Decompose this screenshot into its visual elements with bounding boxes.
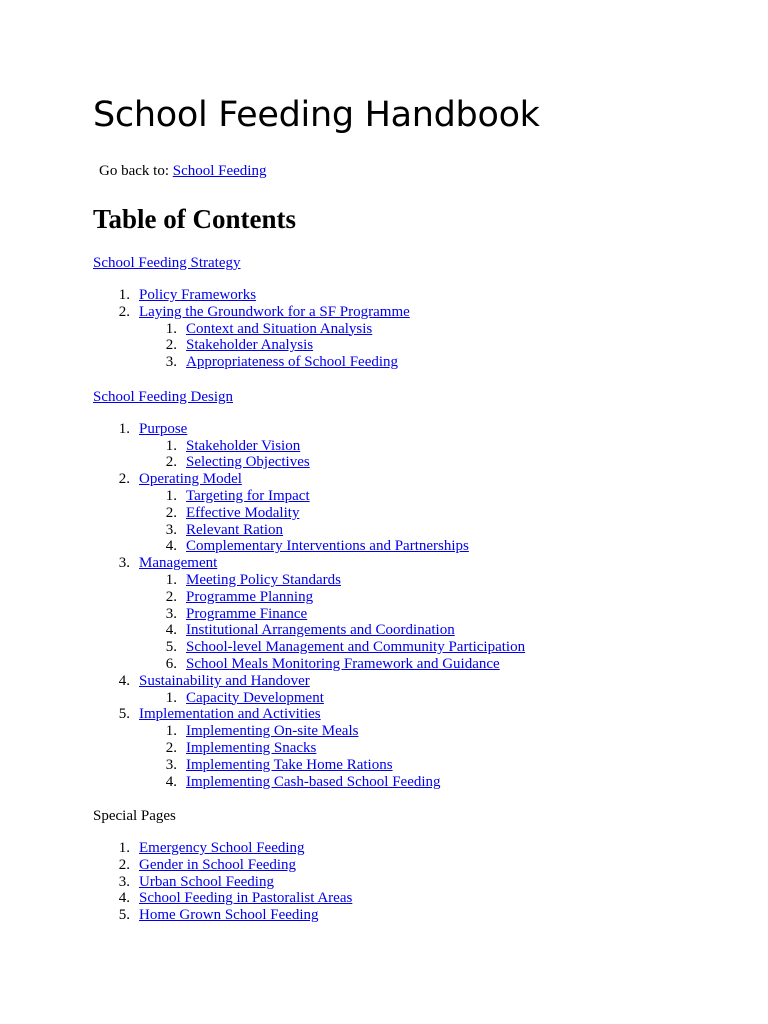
toc-subitem: [165, 337, 314, 354]
toc-item: [118, 706, 321, 723]
toc-subitem-number: 4.: [165, 622, 177, 639]
toc-subitem-link[interactable]: Programme Finance: [186, 605, 308, 622]
toc-subitem: [165, 723, 359, 740]
toc-subitem: [165, 454, 310, 471]
toc-item: [118, 672, 310, 690]
toc-item-number: 3.: [118, 873, 130, 890]
toc-item: [118, 856, 297, 874]
toc-section-heading: Special Pages: [93, 808, 176, 824]
toc-subitem: [165, 538, 469, 555]
toc-subitem-number: 1.: [165, 723, 177, 740]
toc-subitem: [165, 437, 301, 455]
page-title: School Feeding Handbook: [93, 95, 540, 135]
toc-subitem: [165, 320, 373, 338]
toc-subitem-number: 1.: [165, 437, 177, 454]
toc-item-link[interactable]: Purpose: [139, 420, 188, 437]
toc-item-number: 1.: [118, 420, 130, 437]
toc-item-number: 5.: [118, 706, 130, 723]
toc-subitem-link[interactable]: Selecting Objectives: [186, 454, 310, 471]
toc-subitem-link[interactable]: Capacity Development: [186, 689, 324, 706]
toc-subitem-link[interactable]: Programme Planning: [186, 588, 314, 605]
toc-subitem-number: 4.: [165, 773, 177, 790]
toc-subitem-number: 5.: [165, 639, 177, 656]
go-back-prefix: Go back to:: [99, 163, 169, 179]
toc-subitem: [165, 588, 314, 606]
toc-subitem-link[interactable]: Context and Situation Analysis: [186, 320, 373, 337]
toc-item-number: 1.: [118, 287, 130, 303]
toc-subitem-link[interactable]: Targeting for Impact: [186, 487, 310, 504]
toc-item-number: 1.: [118, 840, 130, 856]
toc-subitem-link[interactable]: Relevant Ration: [186, 521, 284, 538]
toc-item-link[interactable]: Implementation and Activities: [139, 706, 321, 723]
toc-item-link[interactable]: Laying the Groundwork for a SF Programme: [139, 303, 410, 320]
toc-item-link[interactable]: Sustainability and Handover: [139, 672, 310, 689]
toc-subitem-number: 2.: [165, 337, 177, 354]
go-back-link[interactable]: School Feeding: [172, 163, 267, 179]
toc-subitem: [165, 605, 308, 623]
toc-subitem: [165, 756, 393, 774]
toc-subitem-link[interactable]: Implementing Cash-based School Feeding: [186, 773, 441, 790]
toc-item: [118, 873, 274, 891]
toc-item-link[interactable]: Policy Frameworks: [139, 287, 257, 303]
toc-subitem-link[interactable]: Institutional Arrangements and Coordination: [186, 622, 455, 639]
toc-subitem-link[interactable]: School-level Management and Community Participation: [186, 639, 526, 656]
toc-subitem-number: 3.: [165, 605, 177, 622]
toc-subitem-link[interactable]: School Meals Monitoring Framework and Guidance: [186, 655, 500, 672]
toc-subitem-number: 2.: [165, 588, 177, 605]
toc-subitem-number: 1.: [165, 571, 177, 588]
toc-item-link[interactable]: Emergency School Feeding: [139, 840, 305, 856]
toc-subitem-number: 3.: [165, 354, 177, 371]
toc-item: [118, 840, 305, 857]
toc-subitem: [165, 655, 500, 673]
toc-item-link[interactable]: Gender in School Feeding: [139, 856, 297, 873]
toc-subitem-number: 3.: [165, 756, 177, 773]
toc-subitem: [165, 689, 324, 707]
toc-subitem-link[interactable]: Stakeholder Vision: [186, 437, 301, 454]
toc-section-heading[interactable]: School Feeding Strategy: [93, 255, 241, 271]
toc-subitem-link[interactable]: Meeting Policy Standards: [186, 571, 341, 588]
go-back-line: [99, 162, 266, 180]
toc-subitem-number: 6.: [165, 655, 177, 672]
toc-item-number: 3.: [118, 555, 130, 572]
toc-subitem-link[interactable]: Appropriateness of School Feeding: [186, 354, 399, 371]
toc-subitem-number: 3.: [165, 521, 177, 538]
toc-subitem: [165, 639, 526, 656]
toc-item-link[interactable]: Operating Model: [139, 471, 242, 488]
toc-subitem-link[interactable]: Effective Modality: [186, 504, 300, 521]
toc-subitem: [165, 622, 455, 639]
toc-subitem-link[interactable]: Stakeholder Analysis: [186, 337, 314, 354]
toc-item-number: 5.: [118, 907, 130, 924]
toc-item-link[interactable]: Management: [139, 555, 218, 572]
toc-subitem-number: 2.: [165, 739, 177, 756]
toc-heading: Table of Contents: [93, 204, 297, 234]
toc-item: [118, 303, 410, 321]
toc-subitem-number: 4.: [165, 538, 177, 555]
toc-item-number: 4.: [118, 672, 130, 689]
toc-item-number: 4.: [118, 890, 130, 907]
toc-subitem: [165, 739, 317, 757]
toc-item-link[interactable]: School Feeding in Pastoralist Areas: [139, 890, 353, 907]
toc-item: [118, 907, 319, 924]
toc-item: [118, 555, 218, 572]
toc-item-number: 2.: [118, 856, 130, 873]
toc-subitem-number: 1.: [165, 487, 177, 504]
toc-subitem: [165, 504, 300, 522]
toc-subitem-number: 1.: [165, 689, 177, 706]
toc-subitem-number: 2.: [165, 504, 177, 521]
toc-item: [118, 420, 188, 438]
toc-item-number: 2.: [118, 303, 130, 320]
toc-subitem-number: 1.: [165, 320, 177, 337]
toc-subitem-link[interactable]: Implementing Take Home Rations: [186, 756, 393, 773]
toc-item-number: 2.: [118, 471, 130, 488]
toc-subitem-link[interactable]: Complementary Interventions and Partnerships: [186, 538, 469, 555]
toc-subitem-number: 2.: [165, 454, 177, 471]
toc-subitem-link[interactable]: Implementing Snacks: [186, 739, 317, 756]
toc-subitem: [165, 521, 284, 539]
toc-subitem-link[interactable]: Implementing On-site Meals: [186, 723, 359, 740]
toc-item: [118, 471, 242, 488]
toc-item: [118, 287, 257, 304]
toc-item: [118, 890, 353, 907]
toc-item-link[interactable]: Home Grown School Feeding: [139, 907, 319, 924]
toc-section-heading[interactable]: School Feeding Design: [93, 388, 233, 405]
toc-subitem: [165, 487, 310, 505]
toc-subitem: [165, 773, 441, 791]
toc-subitem: [165, 354, 399, 371]
toc-subitem: [165, 571, 341, 589]
toc-item-link[interactable]: Urban School Feeding: [139, 873, 274, 890]
